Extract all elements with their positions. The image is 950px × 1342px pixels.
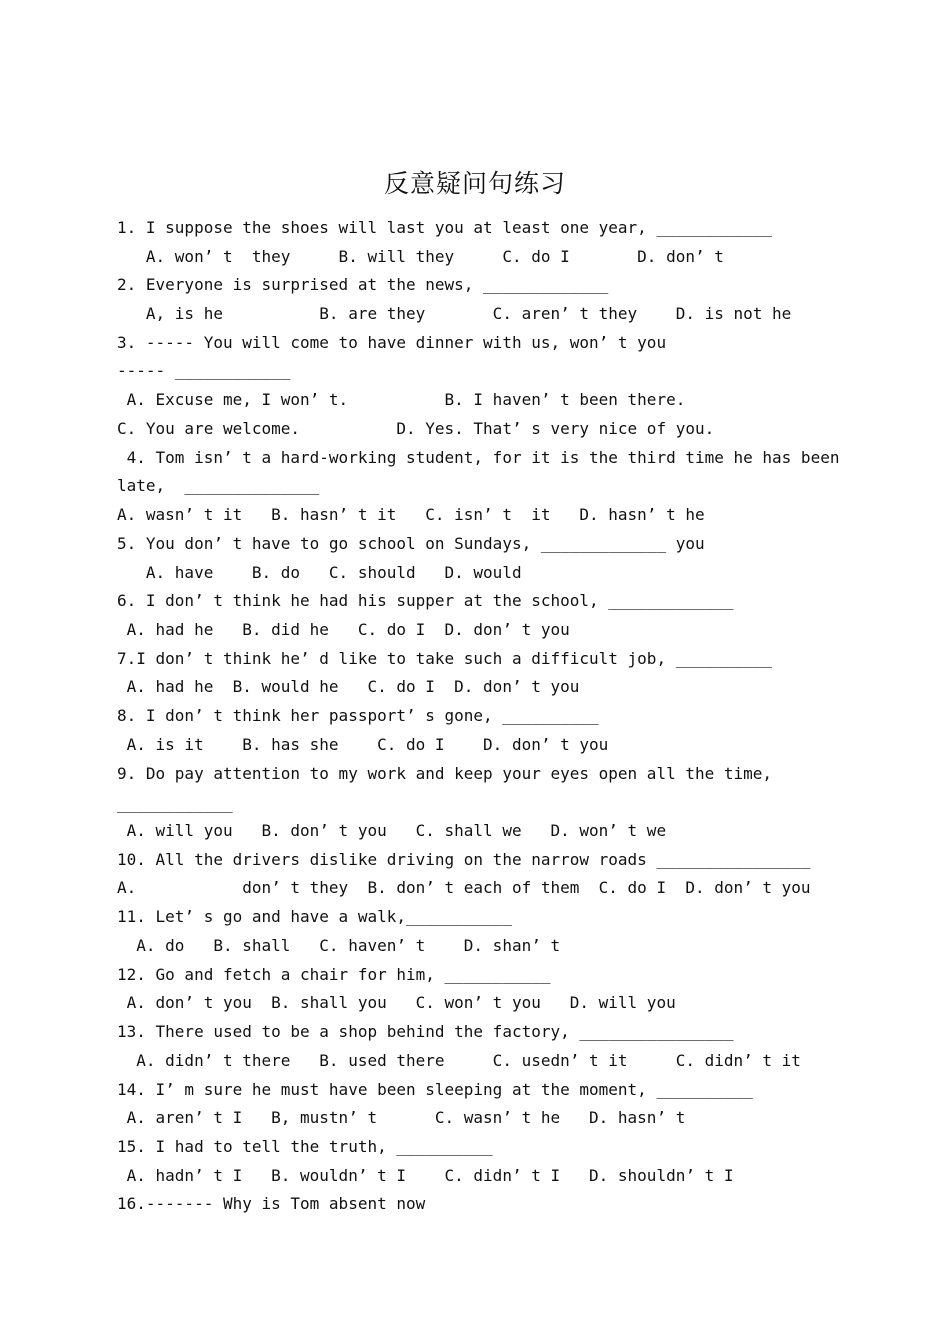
options-8: A. is it B. has she C. do I D. don’ t you [117, 735, 609, 754]
question-5: 5. You don’ t have to go school on Sundays, _____________ you [117, 534, 705, 553]
question-2: 2. Everyone is surprised at the news, _____________ [117, 275, 609, 294]
question-13: 13. There used to be a shop behind the factory, ________________ [117, 1022, 734, 1041]
question-10: 10. All the drivers dislike driving on the narrow roads ________________ [117, 850, 811, 869]
options-6: A. had he B. did he C. do I D. don’ t you [117, 620, 570, 639]
options-5: A. have B. do C. should D. would [117, 563, 522, 582]
question-12: 12. Go and fetch a chair for him, ___________ [117, 965, 551, 984]
question-8: 8. I don’ t think her passport’ s gone, __________ [117, 706, 599, 725]
options-14: A. aren’ t I B, mustn’ t C. wasn’ t he D. hasn’ t [117, 1108, 686, 1127]
question-6: 6. I don’ t think he had his supper at the school, _____________ [117, 591, 734, 610]
question-15: 15. I had to tell the truth, __________ [117, 1137, 493, 1156]
options-2: A, is he B. are they C. aren’ t they D. is not he [117, 304, 792, 323]
options-11: A. do B. shall C. haven’ t D. shan’ t [117, 936, 561, 955]
options-10: A. don’ t they B. don’ t each of them C. do I D. don’ t you [117, 878, 811, 897]
options-9: A. will you B. don’ t you C. shall we D. won’ t we [117, 821, 667, 840]
question-9: 9. Do pay attention to my work and keep your eyes open all the time, [117, 764, 773, 783]
options-7: A. had he B. would he C. do I D. don’ t you [117, 677, 580, 696]
question-1: 1. I suppose the shoes will last you at least one year, ____________ [117, 218, 773, 237]
question-9-blank: ____________ [117, 794, 233, 813]
options-12: A. don’ t you B. shall you C. won’ t you D. will you [117, 993, 676, 1012]
options-15: A. hadn’ t I B. wouldn’ t I C. didn’ t I D. shouldn’ t I [117, 1166, 734, 1185]
question-3-answer-blank: ----- ____________ [117, 361, 291, 380]
options-4: A. wasn’ t it B. hasn’ t it C. isn’ t it D. hasn’ t he [117, 505, 705, 524]
question-4: 4. Tom isn’ t a hard-working student, for it is the third time he has been [117, 448, 840, 467]
options-3-ab: A. Excuse me, I won’ t. B. I haven’ t been there. [117, 390, 686, 409]
question-3: 3. ----- You will come to have dinner with us, won’ t you [117, 333, 667, 352]
options-13: A. didn’ t there B. used there C. usedn’ t it C. didn’ t it [117, 1051, 801, 1070]
question-14: 14. I’ m sure he must have been sleeping at the moment, __________ [117, 1080, 753, 1099]
question-11: 11. Let’ s go and have a walk,___________ [117, 907, 512, 926]
question-7: 7.I don’ t think he’ d like to take such a difficult job, __________ [117, 649, 773, 668]
options-1: A. won’ t they B. will they C. do I D. don’ t [117, 247, 724, 266]
question-16: 16.------- Why is Tom absent now [117, 1194, 426, 1213]
options-3-cd: C. You are welcome. D. Yes. That’ s very nice of you. [117, 419, 715, 438]
question-4-continued: late, ______________ [117, 476, 320, 495]
page-title: 反意疑问句练习 [383, 169, 566, 198]
